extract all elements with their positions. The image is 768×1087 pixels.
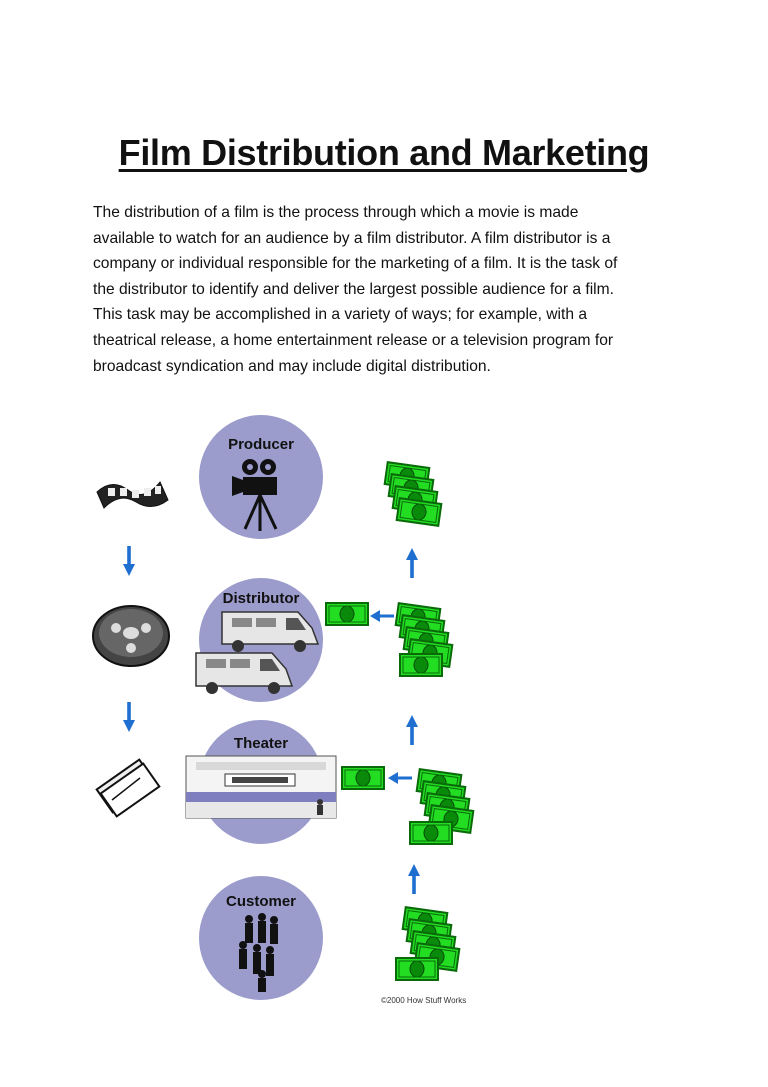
money-stack-theater xyxy=(410,769,473,844)
flow-arrow-left-head xyxy=(388,772,398,784)
paragraph-line: the distributor to identify and deliver the largest possible audience for a film. xyxy=(93,280,614,298)
money-stack-customer xyxy=(396,907,459,980)
money-bill-icon xyxy=(326,603,368,625)
flow-arrow-up xyxy=(406,715,418,745)
flow-arrow-up xyxy=(406,548,418,578)
stage-label-theater: Theater xyxy=(233,735,289,752)
paragraph-line: This task may be accomplished in a variety of ways; for example, with a xyxy=(93,306,588,324)
paragraph-line: broadcast syndication and may include digital distribution. xyxy=(93,357,491,375)
stage-label-distributor: Distributor xyxy=(222,590,300,607)
paragraph-line: company or individual responsible for the marketing of a film. It is the task of xyxy=(93,255,618,273)
tickets-icon xyxy=(97,760,160,817)
flow-arrow-up xyxy=(408,864,420,894)
theater-building-icon xyxy=(186,756,336,818)
distributor-stage xyxy=(196,578,323,702)
customer-stage xyxy=(199,876,323,1000)
stage-label-customer: Customer xyxy=(225,893,297,910)
flow-arrow-down xyxy=(123,702,135,732)
money-stack-distributor xyxy=(396,603,453,676)
flow-arrow-down xyxy=(123,546,135,576)
paragraph-line: theatrical release, a home entertainment release or a television program for xyxy=(93,331,614,349)
flow-arrow-left-head xyxy=(370,610,380,622)
money-stack-producer xyxy=(385,462,442,526)
theater-stage xyxy=(186,720,336,844)
film-strip-icon xyxy=(97,482,168,508)
stage-label-producer: Producer xyxy=(228,436,294,453)
paragraph-line: available to watch for an audience by a film distributor. A film distributor is a xyxy=(93,229,611,247)
paragraph-line: The distribution of a film is the process through which a movie is made xyxy=(93,204,579,221)
money-bill-icon xyxy=(342,767,384,789)
page-title: Film Distribution and Marketing xyxy=(118,132,650,173)
producer-stage xyxy=(199,415,323,539)
copyright-notice: ©2000 How Stuff Works xyxy=(381,996,467,1005)
film-reel-icon xyxy=(93,606,169,666)
